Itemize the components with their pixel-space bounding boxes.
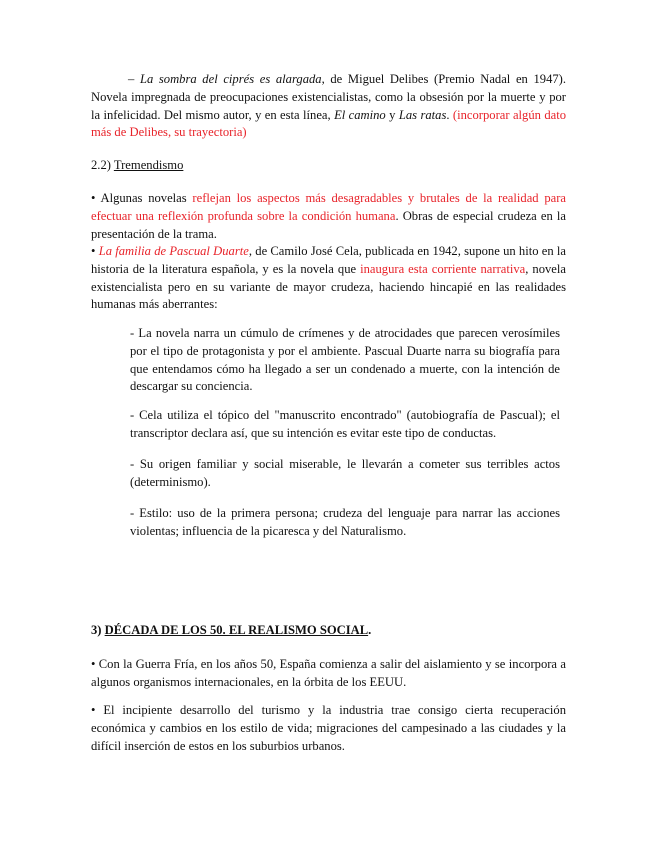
section-title: Tremendismo bbox=[113, 158, 184, 172]
paragraph-delibes bbox=[91, 71, 566, 142]
bullet: • bbox=[91, 191, 96, 205]
quote-item-1: - La novela narra un cúmulo de crímenes y de atrocidades que parecen verosímiles por el tipo de protagonista y por el ambiente. Pascual Duarte narra su biografía para que entendamos cómo ha llegado a ser un condenado a muerte, con la intención de descargar su conciencia. bbox=[130, 326, 560, 394]
paragraph-text: . bbox=[446, 107, 453, 122]
paragraph-text: , de Miguel Delibes (Premio Nadal en 1947). Novela impregnada de preocupaciones existencialistas, como la obsesión por la muerte y por la infelicidad. Del mismo autor, y en esta línea, bbox=[91, 72, 567, 122]
section-title: DÉCADA DE LOS 50. EL REALISMO SOCIAL bbox=[104, 623, 369, 637]
book-title-pascual-duarte: La familia de Pascual Duarte bbox=[98, 244, 249, 258]
book-title-ratas: Las ratas bbox=[398, 107, 447, 122]
book-title-sombra: La sombra del ciprés es alargada bbox=[139, 72, 322, 86]
paragraph-turismo: • El incipiente desarrollo del turismo y la industria trae consigo cierta recuperación económica y cambios en los estilo de vida; migraciones del campesinado a las ciudades y la difícil inserción de estos en los suburbios urbanos. bbox=[91, 703, 566, 753]
paragraph-pascual-duarte bbox=[91, 243, 566, 314]
paragraph-text: . Obras de especial crudeza en la presentación de la trama. bbox=[91, 208, 566, 241]
editor-note: (incorporar algún dato más de Delibes, su trayectoria) bbox=[91, 107, 567, 140]
section-number: 2.2) bbox=[91, 158, 114, 172]
quote-item-2: - Cela utiliza el tópico del "manuscrito encontrado" (autobiografía de Pascual); el transcriptor declara así, que su intención es evitar este tipo de conductas. bbox=[130, 408, 560, 440]
section-title-end: . bbox=[368, 623, 372, 637]
paragraph-text: , novela existencialista pero en su variante de mayor crudeza, haciendo hincapié en las realidades humanas más aberrantes: bbox=[91, 261, 566, 312]
paragraph-text: Algunas novelas bbox=[95, 191, 193, 205]
paragraph-algunas-novelas bbox=[91, 190, 566, 243]
paragraph-text: , de Camilo José Cela, publicada en 1942, supone un hito en la historia de la literatura española, y es la novela que bbox=[91, 244, 567, 276]
quote-item-4: - Estilo: uso de la primera persona; crudeza del lenguaje para narrar las acciones violentas; influencia de la picaresca y del Naturalismo. bbox=[130, 506, 560, 538]
paragraph-guerra-fria: • Con la Guerra Fría, en los años 50, España comienza a salir del aislamiento y se incorpora a algunos organismos internacionales, en la órbita de los EEUU. bbox=[91, 657, 566, 689]
dash: – bbox=[128, 72, 135, 86]
highlighted-text: inaugura esta corriente narrativa bbox=[360, 261, 526, 276]
section-number: 3) bbox=[91, 623, 105, 637]
book-title-camino: El camino bbox=[334, 107, 386, 122]
section-heading-realismo-social bbox=[91, 622, 566, 640]
section-heading-tremendismo bbox=[91, 157, 566, 175]
paragraph-text: y bbox=[385, 107, 399, 122]
bullet: • bbox=[91, 244, 96, 258]
highlighted-text: reflejan los aspectos más desagradables y brutales de la realidad para efectuar una reflexión profunda sobre la condición humana bbox=[91, 191, 566, 223]
quote-item-3: - Su origen familiar y social miserable, le llevarán a cometer sus terribles actos (determinismo). bbox=[130, 457, 560, 489]
